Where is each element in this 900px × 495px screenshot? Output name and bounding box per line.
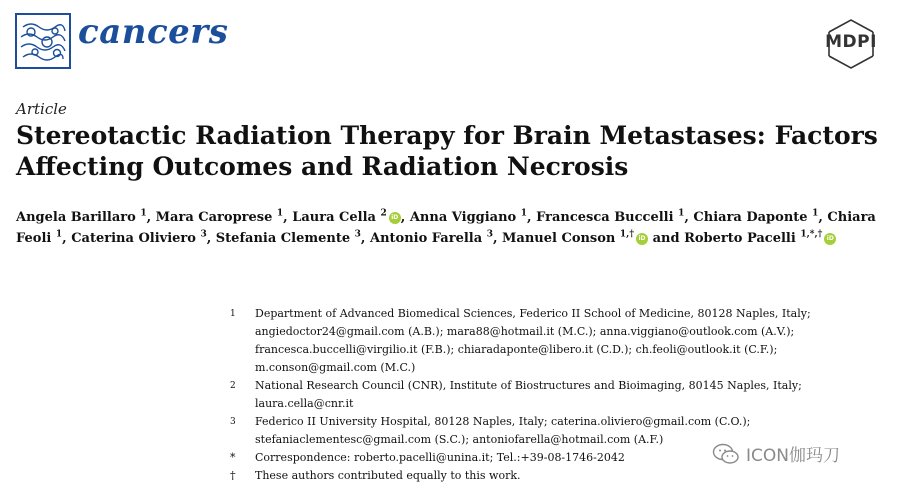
- author-list: Angela Barillaro $^1$, Mara Caroprese $^1$, Laura Cella $^2$ iD , Anna Viggiano $^1$, Francesca Buccelli $^1$, Chiara Daponte $^1$, Chiara Feoli $^1$, Caterina Oliviero $^3$, Stefania Clemente $^3$, Antonio Farella $^3$, Manuel Conson $^{1,\dagger}$ iD and Roberto Pacelli $^{1,*,\dagger}$ iD: [16, 208, 876, 246]
- affiliation-line: francesca.buccelli@virgilio.it (F.B.); chiaradaponte@libero.it (C.D.); ch.feoli@outlook.it (C.F.);: [255, 343, 778, 356]
- author-name: Manuel Conson: [502, 231, 616, 246]
- affiliation-line: laura.cella@cnr.it: [255, 397, 354, 410]
- author-name: Francesca Buccelli: [536, 210, 674, 225]
- author[interactable]: [16, 210, 147, 225]
- affiliation-item: [230, 377, 870, 413]
- author[interactable]: [684, 231, 836, 246]
- author-affiliation-mark: 1: [140, 208, 147, 219]
- author[interactable]: [410, 210, 527, 225]
- author-name: Laura Cella: [292, 210, 376, 225]
- author-affiliation-mark: 1: [55, 229, 63, 240]
- author-affiliation-mark: 2: [380, 208, 387, 219]
- journal-header: [0, 0, 900, 80]
- author-name: Roberto Pacelli: [684, 231, 796, 246]
- author-name: Angela Barillaro: [16, 210, 136, 225]
- author-name: Stefania Clemente: [215, 231, 351, 246]
- orcid-icon[interactable]: iD: [389, 212, 401, 224]
- wechat-icon: [712, 443, 740, 465]
- author[interactable]: [156, 210, 284, 225]
- author-affiliation-mark: 1: [520, 208, 528, 219]
- watermark: [712, 441, 840, 466]
- affiliation-item: [230, 467, 870, 485]
- author-affiliation-mark: 3: [486, 229, 493, 240]
- affiliation-line: angiedoctor24@gmail.com (A.B.); mara88@hotmail.it (M.C.); anna.viggiano@outlook.com (A.V.);: [255, 325, 795, 338]
- author-name: Anna Viggiano: [409, 210, 517, 225]
- author-affiliation-mark: 1,*,†: [800, 229, 823, 240]
- journal-name: cancers: [78, 12, 229, 52]
- author-affiliation-mark: 1,†: [619, 229, 635, 240]
- affiliation-mark: *: [230, 451, 236, 464]
- author[interactable]: [536, 210, 684, 225]
- author-name: Caterina Oliviero: [71, 231, 196, 246]
- affiliation-mark: 1: [230, 309, 236, 319]
- affiliation-line: Correspondence: roberto.pacelli@unina.it; Tel.:+39-08-1746-2042: [255, 451, 625, 464]
- affiliation-line: stefaniaclementesc@gmail.com (S.C.); antoniofarella@hotmail.com (A.F.): [255, 433, 664, 446]
- orcid-icon[interactable]: iD: [824, 233, 836, 245]
- orcid-icon[interactable]: iD: [636, 233, 648, 245]
- author-name: Antonio Farella: [369, 231, 483, 246]
- affiliation-line: Department of Advanced Biomedical Sciences, Federico II School of Medicine, 80128 Naples, Italy;: [255, 307, 811, 320]
- author[interactable]: [71, 231, 207, 246]
- author[interactable]: [693, 210, 818, 225]
- author[interactable]: [216, 231, 361, 246]
- article-title: Stereotactic Radiation Therapy for Brain Metastases: Factors Affecting Outcomes and Radiation Necrosis: [16, 121, 878, 181]
- author-name: Mara Caroprese: [155, 210, 273, 225]
- affiliation-line: Federico II University Hospital, 80128 Naples, Italy; caterina.oliviero@gmail.com (C.O.);: [255, 415, 751, 428]
- affiliation-item: [230, 305, 870, 377]
- author-affiliation-mark: 1: [276, 208, 284, 219]
- author-affiliation-mark: 3: [354, 229, 361, 240]
- affiliation-mark: 2: [230, 381, 236, 391]
- article-type: Article: [16, 100, 67, 118]
- affiliation-line: National Research Council (CNR), Institute of Biostructures and Bioimaging, 80145 Naples, Italy;: [255, 379, 802, 392]
- watermark-text: ICON伽玛刀: [746, 446, 840, 466]
- author[interactable]: [370, 231, 493, 246]
- author[interactable]: [502, 231, 648, 246]
- author[interactable]: [292, 210, 401, 225]
- author-affiliation-mark: 3: [200, 229, 207, 240]
- author-name: Chiara Daponte: [693, 210, 808, 225]
- affiliation-line: m.conson@gmail.com (M.C.): [255, 361, 416, 374]
- author-affiliation-mark: 1: [678, 208, 685, 219]
- affiliation-mark: †: [230, 469, 236, 482]
- publisher-name: MDPI: [825, 32, 877, 52]
- affiliation-mark: 3: [230, 417, 236, 427]
- author-joiner: and: [652, 231, 680, 246]
- author-name: Chiara Feoli: [16, 210, 876, 246]
- publisher-logo: [815, 18, 887, 70]
- journal-logo-icon: [15, 13, 71, 69]
- author-affiliation-mark: 1: [812, 208, 819, 219]
- affiliation-line: These authors contributed equally to this work.: [255, 469, 521, 482]
